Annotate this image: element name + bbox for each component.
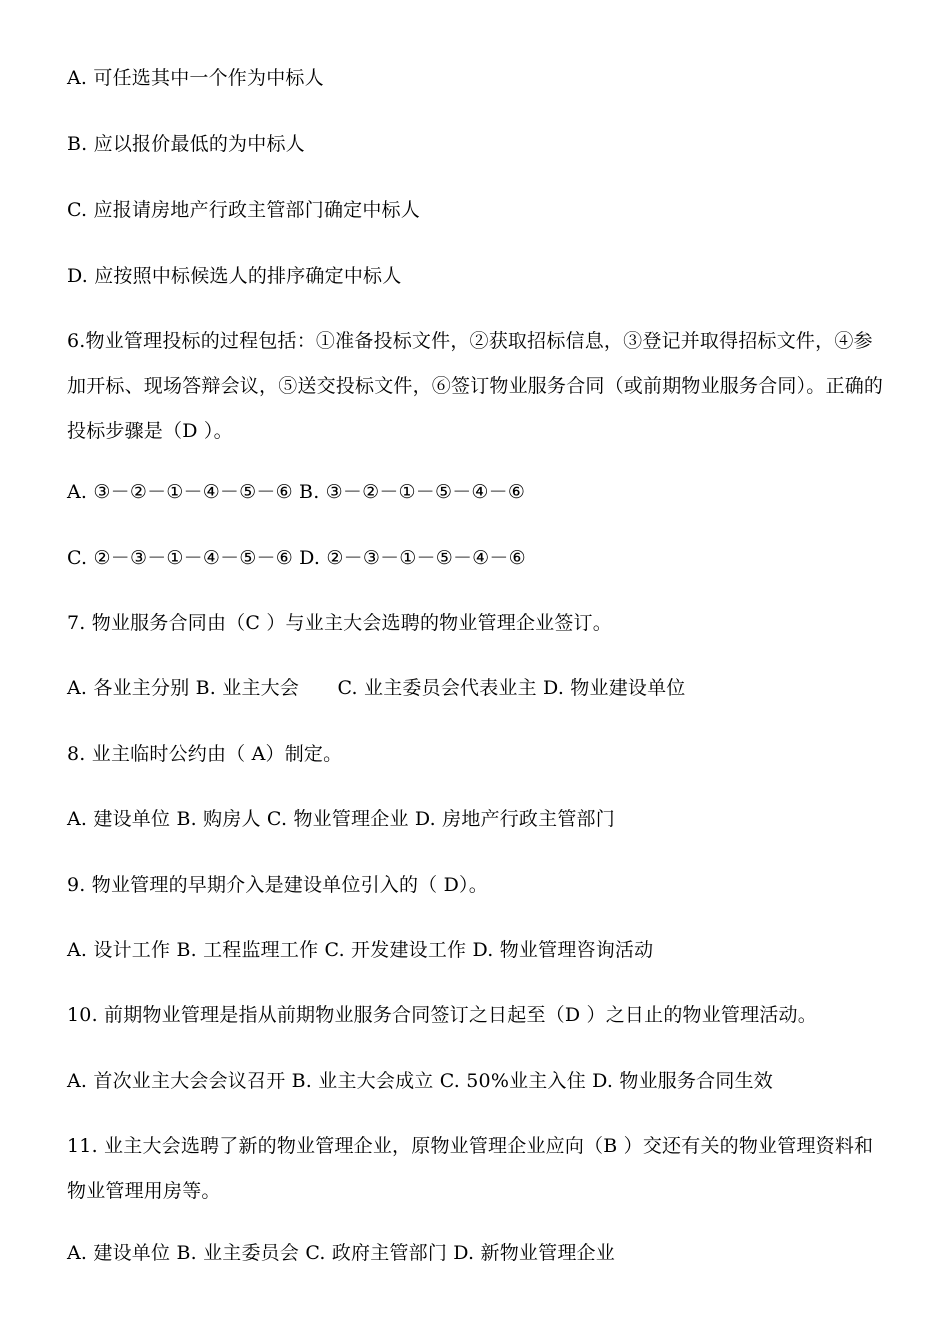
option-5a: A. 可任选其中一个作为中标人 — [67, 67, 324, 89]
options-6-ab: A. ③－②－①－④－⑤－⑥ B. ③－②－①－⑤－④－⑥ — [67, 481, 526, 503]
question-8: 8. 业主临时公约由（ A）制定。 — [67, 743, 343, 765]
question-6: 6.物业管理投标的过程包括：①准备投标文件，②获取招标信息，③登记并取得招标文件，④参加开标、现场答辩会议，⑤送交投标文件，⑥签订物业服务合同（或前期物业服务合同）。正确的投标步骤是（D ）。 — [67, 330, 884, 442]
options-9: A. 设计工作 B. 工程监理工作 C. 开发建设工作 D. 物业管理咨询活动 — [67, 939, 654, 961]
options-10: A. 首次业主大会会议召开 B. 业主大会成立 C. 50%业主入住 D. 物业服务合同生效 — [67, 1070, 773, 1092]
question-9: 9. 物业管理的早期介入是建设单位引入的（ D）。 — [67, 874, 488, 896]
question-11: 11. 业主大会选聘了新的物业管理企业，原物业管理企业应向（B ）交还有关的物业管理资料和物业管理用房等。 — [67, 1135, 874, 1202]
question-7: 7. 物业服务合同由（C ）与业主大会选聘的物业管理企业签订。 — [67, 612, 612, 634]
options-7: A. 各业主分别 B. 业主大会 C. 业主委员会代表业主 D. 物业建设单位 — [67, 677, 686, 699]
option-5c: C. 应报请房地产行政主管部门确定中标人 — [67, 199, 420, 221]
options-6-cd: C. ②－③－①－④－⑤－⑥ D. ②－③－①－⑤－④－⑥ — [67, 547, 526, 569]
options-8: A. 建设单位 B. 购房人 C. 物业管理企业 D. 房地产行政主管部门 — [67, 808, 615, 830]
options-11: A. 建设单位 B. 业主委员会 C. 政府主管部门 D. 新物业管理企业 — [67, 1242, 615, 1264]
option-5b: B. 应以报价最低的为中标人 — [67, 133, 305, 155]
question-10: 10. 前期物业管理是指从前期物业服务合同签订之日起至（D ）之日止的物业管理活动。 — [67, 1004, 817, 1026]
option-5d: D. 应按照中标候选人的排序确定中标人 — [67, 265, 402, 287]
